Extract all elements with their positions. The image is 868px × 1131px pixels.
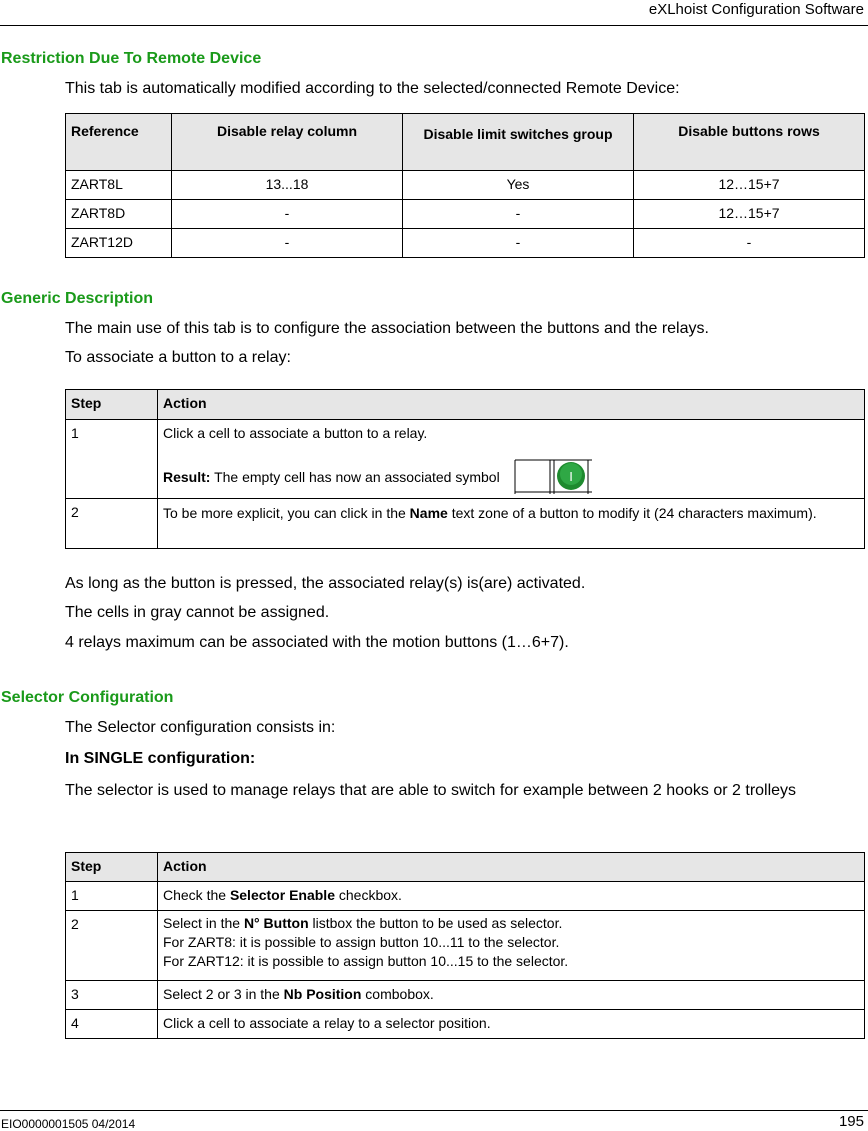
step-result: [163, 459, 859, 498]
action-text: Select in the: [163, 915, 244, 931]
section-title-restriction: Restriction Due To Remote Device: [1, 50, 262, 67]
action-line: For ZART8: it is possible to assign button 10...11 to the selector.: [163, 934, 560, 950]
generic-paragraph-1: The main use of this tab is to configure the association between the buttons and the relays.: [65, 320, 709, 337]
table-row: [66, 171, 865, 200]
step-action: [158, 420, 865, 499]
action-text: combobox.: [361, 986, 434, 1002]
table-row: [66, 499, 865, 549]
generic-paragraph-4: The cells in gray cannot be assigned.: [65, 604, 330, 621]
action-text: Check the: [163, 887, 230, 903]
page-number: 195: [838, 1113, 864, 1130]
section-title-selector: Selector Configuration: [1, 689, 174, 706]
table-header-cell: Disable buttons rows: [634, 114, 865, 171]
selector-paragraph-3: The selector is used to manage relays that are able to switch for example between 2 hooks or 2 trolleys: [65, 782, 797, 799]
section-title-generic: Generic Description: [1, 290, 154, 307]
table-row: [66, 882, 865, 911]
step-number: 3: [66, 981, 158, 1010]
table-row: [66, 1010, 865, 1039]
table-row: [66, 420, 865, 499]
table-cell: -: [403, 229, 634, 258]
document-id: EIO0000001505 04/2014: [1, 1117, 136, 1131]
table-cell: ZART12D: [66, 229, 172, 258]
table-cell: -: [634, 229, 865, 258]
action-text: text zone of a button to modify it (24 characters maximum).: [447, 505, 817, 521]
step-number: 1: [66, 420, 158, 499]
action-text: Select 2 or 3 in the: [163, 986, 284, 1002]
generic-paragraph-5: 4 relays maximum can be associated with the motion buttons (1…6+7).: [65, 634, 569, 651]
table-row: [66, 200, 865, 229]
table-header-cell: Step: [66, 390, 158, 420]
step-action: [158, 499, 865, 549]
result-label: Result:: [163, 469, 211, 486]
action-bold: N° Button: [243, 915, 309, 931]
action-bold: Nb Position: [283, 986, 362, 1002]
generic-paragraph-3: As long as the button is pressed, the associated relay(s) is(are) activated.: [65, 575, 586, 592]
header-divider: [0, 25, 868, 26]
step-action: [158, 981, 865, 1010]
table-header-cell: Disable relay column: [172, 114, 403, 171]
selector-steps-table: [65, 852, 865, 1039]
action-bold: Name: [409, 505, 448, 521]
association-steps-table: [65, 389, 865, 549]
step-number: 2: [66, 911, 158, 981]
action-line: [163, 914, 859, 933]
running-header: eXLhoist Configuration Software: [648, 1, 864, 18]
table-cell: 12…15+7: [634, 200, 865, 229]
table-cell: 13...18: [172, 171, 403, 200]
result-text: The empty cell has now an associated symbol: [210, 469, 500, 486]
step-number: 1: [66, 882, 158, 911]
table-header-cell: Disable limit switches group: [403, 114, 634, 171]
step-action: [158, 1010, 865, 1039]
step-action: [158, 911, 865, 981]
button-relay-symbol-icon: [514, 459, 594, 495]
table-cell: -: [172, 200, 403, 229]
restriction-table: [65, 113, 865, 258]
action-bold: Selector Enable: [229, 887, 335, 903]
table-cell: Yes: [403, 171, 634, 200]
table-header-cell: Action: [158, 390, 865, 420]
action-text: Click a cell to associate a relay to a selector position.: [163, 1015, 491, 1031]
step-number: 2: [66, 499, 158, 549]
table-header-cell: Reference: [66, 114, 172, 171]
table-row: [66, 229, 865, 258]
table-row: [66, 981, 865, 1010]
symbol-glyph: I: [568, 469, 573, 484]
selector-paragraph-1: The Selector configuration consists in:: [65, 719, 336, 736]
restriction-intro: This tab is automatically modified according to the selected/connected Remote Device:: [65, 80, 680, 97]
footer-divider: [0, 1110, 868, 1111]
step-number: 4: [66, 1010, 158, 1039]
generic-paragraph-2: To associate a button to a relay:: [65, 349, 291, 366]
action-text: listbox the button to be used as selector.: [308, 915, 563, 931]
table-cell: ZART8L: [66, 171, 172, 200]
table-cell: ZART8D: [66, 200, 172, 229]
table-cell: -: [172, 229, 403, 258]
action-text: To be more explicit, you can click in the: [163, 505, 410, 521]
selector-paragraph-2: In SINGLE configuration:: [65, 750, 256, 767]
table-header-cell: Action: [158, 853, 865, 882]
action-text: checkbox.: [334, 887, 402, 903]
table-row: [66, 911, 865, 981]
associated-symbol: [514, 459, 594, 498]
action-line: For ZART12: it is possible to assign button 10...15 to the selector.: [163, 953, 569, 969]
step-action-text: Click a cell to associate a button to a relay.: [163, 425, 428, 441]
table-cell: -: [403, 200, 634, 229]
step-action: [158, 882, 865, 911]
table-cell: 12…15+7: [634, 171, 865, 200]
table-header-cell: Step: [66, 853, 158, 882]
